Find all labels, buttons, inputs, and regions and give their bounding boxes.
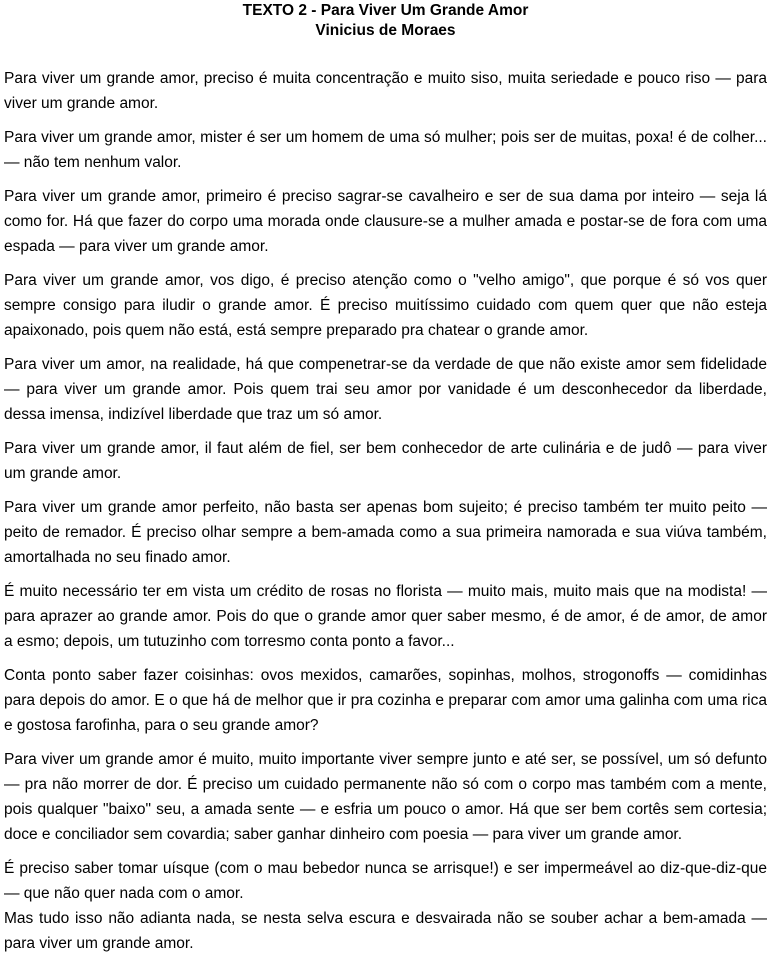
paragraph: Para viver um grande amor, mister é ser um homem de uma só mulher; pois ser de muitas, poxa! é de colher... — não tem nenhum valor. [4,129,767,171]
paragraph: Para viver um grande amor perfeito, não basta ser apenas bom sujeito; é preciso também ter muito peito — peito de remador. É preciso olhar sempre a bem-amada como a sua primeira namorada e sua viúva também, amortalhada no seu finado amor. [4,499,767,566]
paragraph: Para viver um grande amor, primeiro é preciso sagrar-se cavalheiro e ser de sua dama por inteiro — seja lá como for. Há que fazer do corpo uma morada onde clausure-se a mulher amada e postar-se de fora com uma espada — para viver um grande amor. [4,188,767,255]
paragraph: Para viver um amor, na realidade, há que compenetrar-se da verdade de que não existe amor sem fidelidade — para viver um grande amor. Pois quem trai seu amor por vanidade é um desconhecedor da liberdade, dessa imensa, indizível liberdade que traz um só amor. [4,356,767,423]
paragraph: É preciso saber tomar uísque (com o mau bebedor nunca se arrisque!) e ser impermeável ao diz-que-diz-que — que não quer nada com o amor. [4,860,767,902]
document-title: TEXTO 2 - Para Viver Um Grande Amor [242,2,529,19]
paragraph: É muito necessário ter em vista um crédito de rosas no florista — muito mais, muito mais que na modista! — para aprazer ao grande amor. Pois do que o grande amor quer saber mesmo, é de amor, é de amor, de amor a esmo; depois, um tutuzinho com torresmo conta ponto a favor... [4,583,767,650]
paragraph: Para viver um grande amor, preciso é muita concentração e muito siso, muita seriedade e pouco riso — para viver um grande amor. [4,70,767,112]
document-author: Vinicius de Moraes [315,22,456,39]
paragraph: Para viver um grande amor é muito, muito importante viver sempre junto e até ser, se possível, um só defunto — pra não morrer de dor. É preciso um cuidado permanente não só com o corpo mas também com a mente, pois qualquer "baixo" seu, a amada sente — e esfria um pouco o amor. Há que ser bem cortês sem cortesia; doce e conciliador sem covardia; saber ganhar dinheiro com poesia — para viver um grande amor. [4,751,767,843]
paragraph: Conta ponto saber fazer coisinhas: ovos mexidos, camarões, sopinhas, molhos, strogonoffs — comidinhas para depois do amor. E o que há de melhor que ir pra cozinha e preparar com amor uma galinha com uma rica e gostosa farofinha, para o seu grande amor? [4,667,767,734]
paragraph: Para viver um grande amor, vos digo, é preciso atenção como o "velho amigo", que porque é só vos quer sempre consigo para iludir o grande amor. É preciso muitíssimo cuidado com quem quer que não esteja apaixonado, pois quem não está, está sempre preparado pra chatear o grande amor. [4,272,767,339]
paragraph: Mas tudo isso não adianta nada, se nesta selva escura e desvairada não se souber achar a bem-amada — para viver um grande amor. [4,910,767,952]
poem-body [4,66,767,956]
paragraph: Para viver um grande amor, il faut além de fiel, ser bem conhecedor de arte culinária e de judô — para viver um grande amor. [4,440,767,482]
